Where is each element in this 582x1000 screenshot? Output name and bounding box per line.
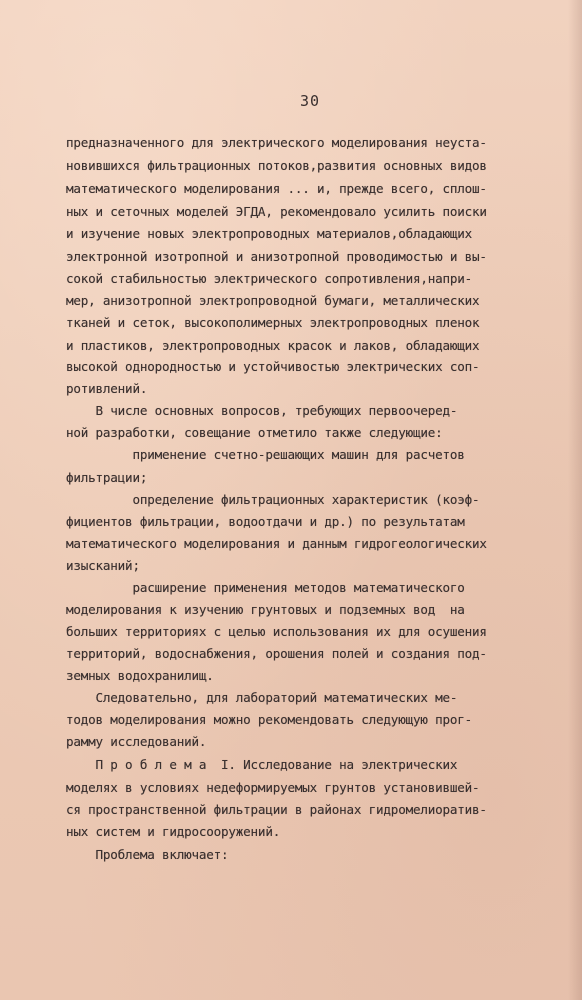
text-line: фильтрации; (66, 470, 148, 485)
text-line: и пластиков, электропроводных красок и лаков, обладающих (66, 338, 480, 353)
text-line: ных и сеточных моделей ЭГДА, рекомендовало усилить поиски (66, 204, 487, 219)
text-line: расширение применения методов математического (66, 580, 465, 595)
text-line: электронной изотропной и анизотропной проводимостью и вы- (66, 249, 487, 264)
text-line: Проблема включает: (66, 847, 229, 862)
text-line: мер, анизотропной электропроводной бумаги, металлических (66, 293, 480, 308)
text-line: предназначенного для электрического моделирования неуста- (66, 135, 487, 150)
text-line: больших территориях с целью использования их для осушения (66, 624, 487, 639)
text-line: В числе основных вопросов, требующих первоочеред- (66, 403, 458, 418)
text-line: математического моделирования и данным гидрогеологических (66, 536, 487, 551)
text-line: и изучение новых электропроводных материалов,обладающих (66, 226, 473, 241)
text-line: математического моделирования ... и, прежде всего, сплош- (66, 181, 487, 196)
text-line: территорий, водоснабжения, орошения полей и создания под- (66, 646, 487, 661)
text-line: моделях в условиях недеформируемых грунтов установившей- (66, 780, 480, 795)
text-line: П р о б л е м а I. Исследование на электрических (66, 757, 458, 772)
text-line: ротивлений. (66, 381, 148, 396)
text-line: фициентов фильтрации, водоотдачи и др.) по результатам (66, 514, 465, 529)
text-line: высокой однородностью и устойчивостью электрических соп- (66, 359, 480, 374)
text-line: тканей и сеток, высокополимерных электропроводных пленок (66, 315, 480, 330)
text-line: Следовательно, для лабораторий математических ме- (66, 690, 458, 705)
text-line: определение фильтрационных характеристик (коэф- (66, 492, 480, 507)
text-line: ся пространственной фильтрации в районах гидромелиоратив- (66, 802, 487, 817)
text-line: изысканий; (66, 558, 140, 573)
text-line: земных водохранилищ. (66, 668, 214, 683)
text-line: тодов моделирования можно рекомендовать следующую прог- (66, 712, 473, 727)
page-number: 30 (300, 92, 321, 110)
text-line: применение счетно-решающих машин для расчетов (66, 447, 465, 462)
text-line: моделирования к изучению грунтовых и подземных вод на (66, 602, 465, 617)
text-line: рамму исследований. (66, 734, 207, 749)
page-edge-shadow (568, 0, 582, 1000)
text-line: новившихся фильтрационных потоков,развития основных видов (66, 158, 487, 173)
text-line: ных систем и гидросооружений. (66, 824, 281, 839)
text-line: ной разработки, совещание отметило также следующие: (66, 425, 443, 440)
text-line: сокой стабильностью электрического сопротивления,напри- (66, 271, 473, 286)
